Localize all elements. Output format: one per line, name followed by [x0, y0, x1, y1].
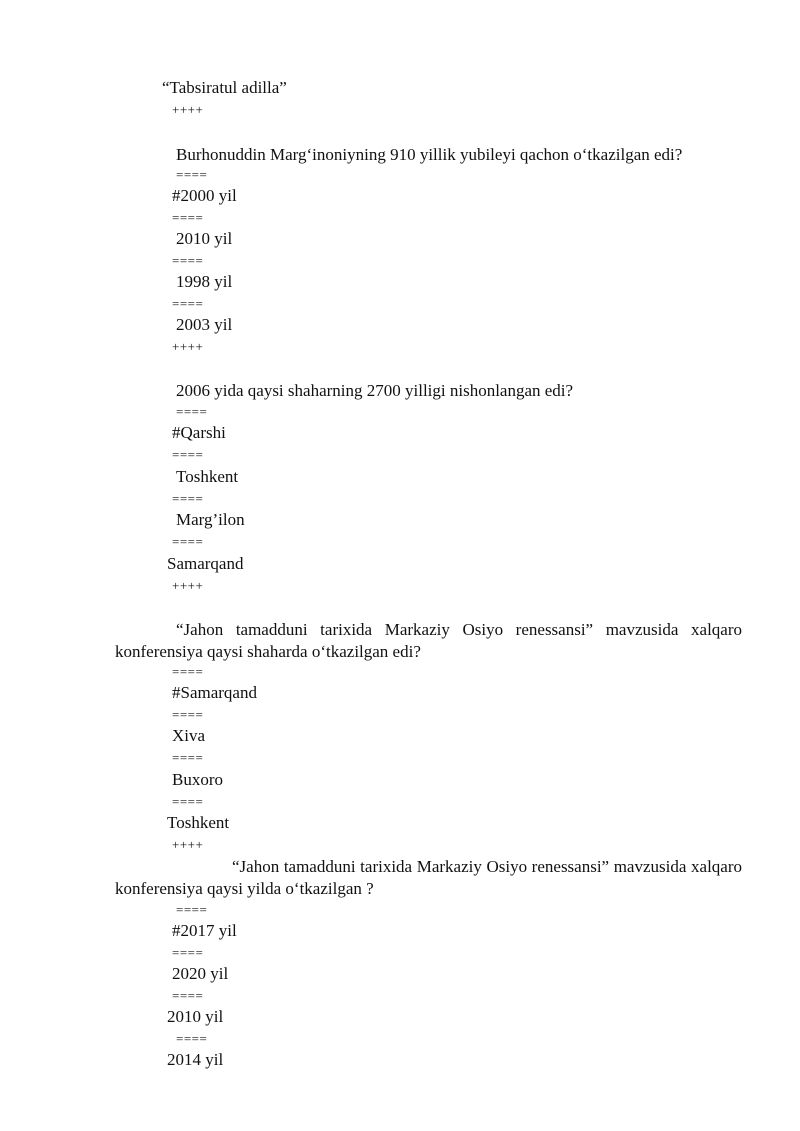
question-2-option-1: #Qarshi [172, 423, 226, 442]
separator-eq: ==== [172, 664, 204, 679]
question-3-text: “Jahon tamadduni tarixida Markaziy Osiyo renessansi” mavzusida xalqaro konferensiya qaysi shaharda o‘tkazilgan edi? [115, 620, 742, 661]
question-2-option-3: Marg’ilon [176, 510, 245, 529]
separator-eq: ==== [176, 167, 208, 182]
question-2-text: 2006 yida qaysi shaharning 2700 yilligi nishonlangan edi? [176, 381, 574, 400]
separator-eq: ==== [172, 794, 204, 809]
question-1-text: Burhonuddin Marg‘inoniyning 910 yillik yubileyi qachon o‘tkazilgan edi? [176, 145, 683, 164]
separator-eq: ==== [172, 945, 204, 960]
separator-eq: ==== [172, 210, 204, 225]
separator-eq: ==== [172, 491, 204, 506]
separator-eq: ==== [176, 404, 208, 419]
question-3-option-4: Toshkent [167, 813, 230, 832]
separator-eq: ==== [172, 988, 204, 1003]
question-4-option-2: 2020 yil [172, 964, 229, 983]
separator-eq: ==== [172, 296, 204, 311]
question-2-option-2: Toshkent [176, 467, 239, 486]
separator-eq: ==== [172, 534, 204, 549]
question-3-option-1: #Samarqand [172, 683, 257, 702]
separator-plus: ++++ [172, 102, 204, 117]
question-1-option-1: #2000 yil [172, 186, 237, 205]
question-4-option-3: 2010 yil [167, 1007, 224, 1026]
question-1-option-2: 2010 yil [176, 229, 233, 248]
question-4-option-1: #2017 yil [172, 921, 237, 940]
separator-eq: ==== [176, 902, 208, 917]
separator-plus: ++++ [172, 339, 204, 354]
question-3-option-3: Buxoro [172, 770, 223, 789]
separator-eq: ==== [176, 1031, 208, 1046]
question-4-option-4: 2014 yil [167, 1050, 224, 1069]
question-4-text: “Jahon tamadduni tarixida Markaziy Osiyo renessansi” mavzusida xalqaro konferensiya qaysi yilda o‘tkazilgan ? [115, 857, 742, 898]
document-title: “Tabsiratul adilla” [162, 78, 287, 97]
question-1-option-3: 1998 yil [176, 272, 233, 291]
question-3-option-2: Xiva [172, 726, 206, 745]
separator-eq: ==== [172, 253, 204, 268]
separator-eq: ==== [172, 447, 204, 462]
separator-eq: ==== [172, 707, 204, 722]
separator-eq: ==== [172, 750, 204, 765]
separator-plus: ++++ [172, 578, 204, 593]
question-2-option-4: Samarqand [167, 554, 244, 573]
separator-plus: ++++ [172, 837, 204, 852]
question-1-option-4: 2003 yil [176, 315, 233, 334]
